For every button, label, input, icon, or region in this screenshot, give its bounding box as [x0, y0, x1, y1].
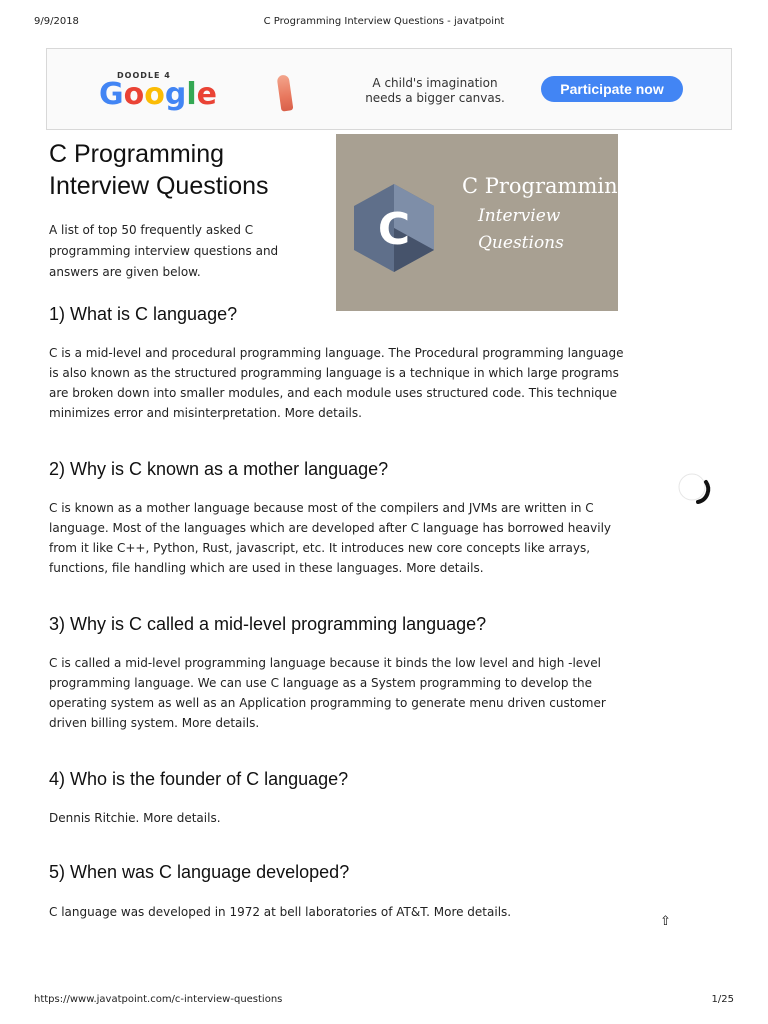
question-block	[49, 861, 629, 919]
print-date: 9/9/2018	[34, 16, 79, 27]
page-title-line: C Programming	[49, 140, 225, 168]
participate-now-button[interactable]: Participate now	[541, 76, 683, 102]
question-heading: 3) Why is C called a mid-level programming language?	[49, 614, 487, 634]
question-heading: 4) Who is the founder of C language?	[49, 769, 349, 789]
question-heading: 1) What is C language?	[49, 304, 238, 324]
question-heading: 5) When was C language developed?	[49, 862, 350, 882]
hero-subtitle: Interview	[478, 206, 561, 226]
answer-text: C is a mid-level and procedural programming language. The Procedural programming language is also known as the structured programming language is a technique in which large programs are broken down into smaller modules, and each module uses structured code. This technique minimizes error and misinterpretation. More details.	[49, 346, 624, 420]
logo-letter: G	[99, 77, 124, 112]
ad-tagline-line: A child's imagination	[372, 76, 498, 90]
print-url: https://www.javatpoint.com/c-interview-questions	[34, 994, 283, 1005]
print-page-title: C Programming Interview Questions - javatpoint	[263, 16, 505, 27]
question-block	[49, 458, 629, 575]
doodle-label: DOODLE 4	[117, 71, 171, 80]
logo-letter: g	[164, 77, 187, 112]
advertisement-banner[interactable]	[46, 48, 732, 130]
logo-letter: o	[144, 77, 165, 112]
answer-text: Dennis Ritchie. More details.	[49, 811, 221, 825]
page-title	[49, 138, 329, 202]
logo-letter: e	[196, 77, 218, 112]
question-block	[49, 768, 629, 825]
hero-title: C Programming	[462, 174, 632, 198]
google-logo	[99, 77, 217, 112]
c-hexagon-logo-icon	[350, 182, 438, 274]
logo-letter: o	[123, 77, 145, 112]
page-title-line: Interview Questions	[49, 172, 269, 200]
scroll-to-top-icon[interactable]: ⇧	[660, 914, 671, 929]
hero-logo-letter: C	[377, 204, 411, 255]
answer-text: C language was developed in 1972 at bell laboratories of AT&T. More details.	[49, 905, 512, 919]
ad-tagline-line: needs a bigger canvas.	[365, 91, 505, 105]
intro-paragraph: A list of top 50 frequently asked C programming interview questions and answers are given below.	[49, 223, 279, 279]
logo-letter: l	[186, 77, 197, 112]
question-block	[49, 303, 629, 420]
answer-text: C is called a mid-level programming language because it binds the low level and high -level programming language. We can use C language as a System programming to develop the operating system as well as an Application programming to generate menu driven customer driven billing system. More details.	[49, 656, 606, 730]
ad-tagline	[365, 76, 505, 106]
crayon-icon	[277, 74, 294, 111]
hero-subtitle: Questions	[478, 233, 564, 253]
question-block	[49, 613, 629, 730]
print-page-number: 1/25	[711, 994, 734, 1005]
print-footer	[34, 994, 734, 1008]
print-header	[34, 16, 734, 30]
answer-text: C is known as a mother language because most of the compilers and JVMs are written in C language. Most of the languages which are developed after C language has borrowed heavily from it like C++, Python, Rust, javascript, etc. It introduces new core concepts like arrays, functions, file handling which are used in these languages. More details.	[49, 501, 612, 575]
question-heading: 2) Why is C known as a mother language?	[49, 459, 389, 479]
hero-image	[336, 134, 632, 311]
loading-spinner-icon	[676, 472, 716, 506]
